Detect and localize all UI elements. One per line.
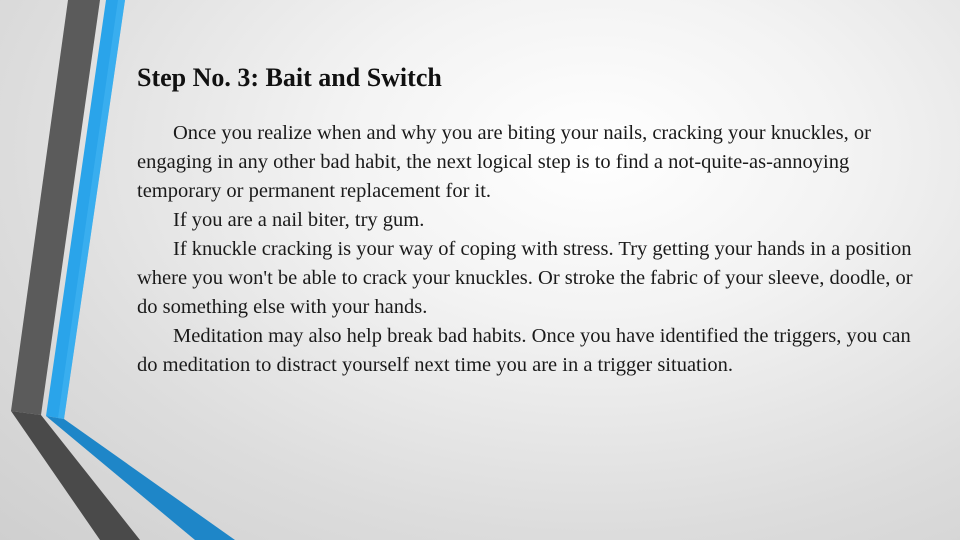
paragraph-knuckle-cracking: If knuckle cracking is your way of coping with stress. Try getting your hands in a position where you won't be able to crack your knuckles. Or stroke the fabric of your sleeve, doodle, or do something else with your hands.: [137, 238, 913, 318]
paragraph-meditation: Meditation may also help break bad habits. Once you have identified the triggers, you can do meditation to distract yourself next time you are in a trigger situation.: [137, 325, 911, 376]
paragraph-nail-biter: If you are a nail biter, try gum.: [173, 209, 425, 231]
slide-title: Step No. 3: Bait and Switch: [137, 63, 442, 92]
paragraph-replacement: Once you realize when and why you are biting your nails, cracking your knuckles, or engaging in any other bad habit, the next logical step is to find a not-quite-as-annoying temporary or permanent replacement for it.: [137, 122, 871, 202]
slide-body: [137, 119, 923, 380]
